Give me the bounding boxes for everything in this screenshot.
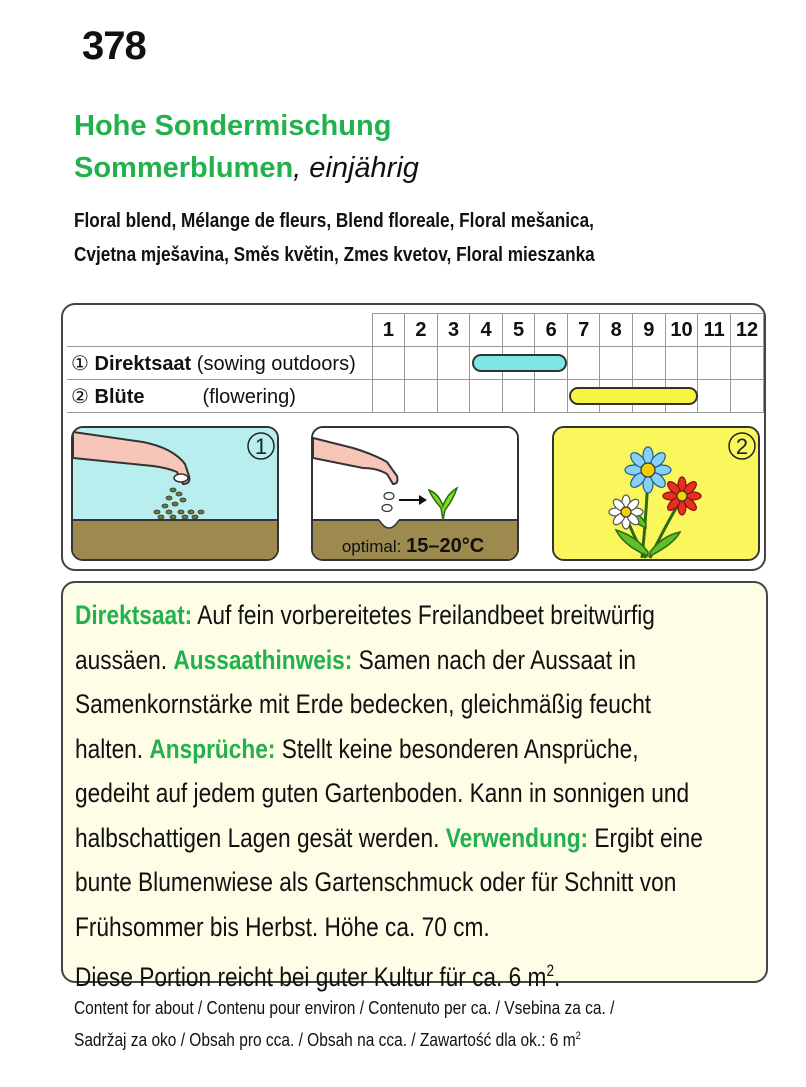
month-4: 4 — [470, 314, 503, 347]
step-badge-1: 1 — [254, 434, 268, 459]
line-1: Direktsaat: Auf fein vorbereitetes Freilandbeet breitwürfig — [75, 600, 655, 630]
flowering-period-bar — [569, 387, 697, 405]
temp-prefix: optimal: — [341, 537, 407, 556]
row-label: Direktsaat — [94, 352, 192, 375]
row-note: (flowering) — [202, 385, 296, 408]
temp-range: 15–20°C — [406, 535, 485, 557]
instructions-text — [75, 593, 764, 1000]
line-9: Diese Portion reicht bei guter Kultur für ca. 6 $m^2$. — [75, 962, 561, 992]
flower-illustration — [554, 428, 760, 561]
row-symbol: ② — [71, 385, 89, 408]
keyword-ansprueche: Ansprüche: — [149, 733, 276, 764]
month-1: 1 — [372, 314, 405, 347]
sowing-illustration — [71, 426, 279, 561]
names-line-1: Floral blend, Mélange de fleurs, Blend floreale, Floral mešanica, — [74, 210, 594, 232]
line-8: Frühsommer bis Herbst. Höhe ca. 70 cm. — [75, 911, 490, 942]
packet-number: 378 — [82, 24, 146, 68]
product-subtitle — [74, 152, 419, 185]
row-symbol: ① — [71, 352, 89, 375]
footer-line-2: Sadržaj za oko / Obsah pro cca. / Obsah na cca. / Zawartość dla ok.: 6 $m^2$ — [74, 1030, 581, 1050]
subtitle-rest: , einjährig — [293, 152, 419, 184]
content-footer — [74, 994, 614, 1054]
footer-line-1: Content for about / Contenu pour environ / Contenuto per ca. / Vsebina za ca. / — [74, 998, 615, 1018]
row-label: Blüte — [94, 385, 145, 408]
subtitle-bold: Sommerblumen — [74, 152, 294, 184]
step-badge-2: 2 — [735, 434, 749, 459]
month-9: 9 — [633, 314, 666, 347]
line-2: aussäen. Aussaathinweis: Samen nach der Aussaat in — [75, 644, 637, 675]
cultivation-card — [61, 303, 766, 571]
flowering-illustration — [552, 426, 760, 561]
line-7: bunte Blumenwiese als Gartenschmuck oder für Schnitt von — [75, 867, 677, 897]
row-note: (sowing outdoors) — [196, 352, 356, 375]
sowing-period-bar — [472, 354, 568, 372]
germination-illustration — [311, 426, 519, 561]
month-7: 7 — [567, 314, 600, 347]
month-11: 11 — [698, 314, 731, 347]
month-10: 10 — [665, 314, 698, 347]
keyword-aussaathinweis: Aussaathinweis: — [173, 644, 353, 675]
month-3: 3 — [437, 314, 470, 347]
germination-illustration-art — [313, 428, 519, 561]
month-8: 8 — [600, 314, 633, 347]
keyword-direktsaat: Direktsaat: — [75, 600, 193, 630]
names-line-2: Cvjetna mješavina, Směs květin, Zmes kvetov, Floral mieszanka — [74, 244, 595, 266]
line-3: Samenkornstärke mit Erde bedecken, gleichmäßig feucht — [75, 689, 652, 719]
month-6: 6 — [535, 314, 568, 347]
month-2: 2 — [405, 314, 438, 347]
line-5: gedeiht auf jedem guten Gartenboden. Kann in sonnigen und — [75, 778, 690, 808]
month-12: 12 — [731, 314, 764, 347]
line-6: halbschattigen Lagen gesät werden. Verwendung: Ergibt eine — [75, 822, 703, 853]
instructions-box — [61, 581, 768, 992]
svg-text:optimal: 15–20°C — [342, 535, 484, 557]
calendar-row-sowing — [67, 347, 764, 380]
translated-names — [74, 204, 595, 272]
month-5: 5 — [502, 314, 535, 347]
sowing-hand-illustration — [73, 428, 279, 561]
line-4: halten. Ansprüche: Stellt keine besonderen Ansprüche, — [75, 733, 639, 764]
keyword-verwendung: Verwendung: — [445, 822, 589, 853]
product-title: Hohe Sondermischung — [74, 110, 392, 142]
